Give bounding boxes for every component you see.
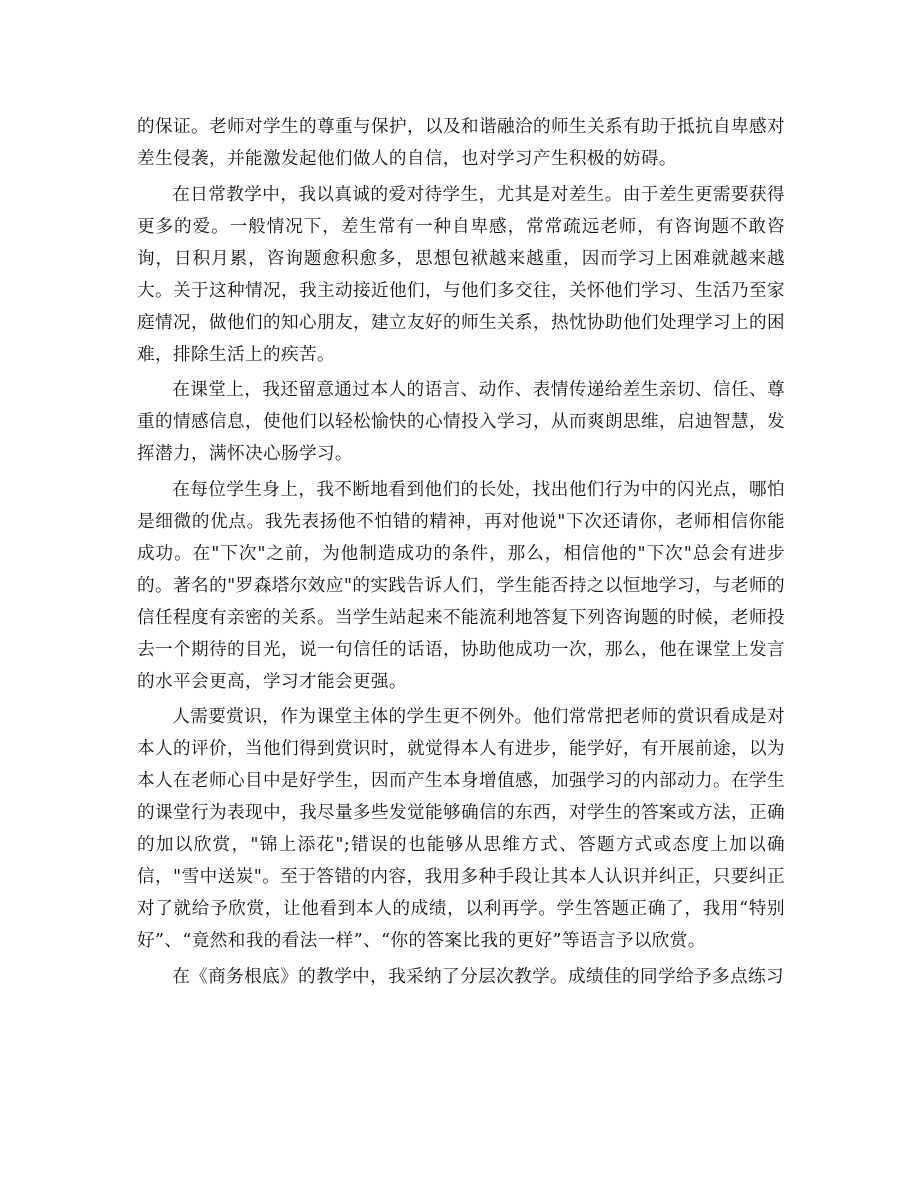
paragraph-2: 在日常教学中，我以真诚的爱对待学生，尤其是对差生。由于差生更需要获得更多的爱。一般情况下，差生常有一种自卑感，常常疏远老师，有咨询题不敢咨询，日积月累，咨询题愈积愈多，思想包袱越来越重，因而学习上困难就越来越大。关于这种情况，我主动接近他们，与他们多交往，关怀他们学习、生活乃至家庭情况，做他们的知心朋友，建立友好的师生关系，热忱协助他们处理学习上的困难，排除生活上的疾苦。 xyxy=(137,184,785,365)
paragraph-6: 在《商务根底》的教学中，我采纳了分层次教学。成绩佳的同学给予多点练习 xyxy=(172,966,784,987)
paragraph-4: 在每位学生身上，我不断地看到他们的长处，找出他们行为中的闪光点，哪怕是细微的优点。我先表扬他不怕错的精神，再对他说"下次还请你，老师相信你能成功。在"下次"之前，为他制造成功的条件，那么，相信他的"下次"总会有进步的。著名的"罗森塔尔效应"的实践告诉人们，学生能否持之以恒地学习，与老师的信任程度有亲密的关系。当学生站起来不能流利地答复下列咨询题的时候，老师投去一个期待的目光，说一句信任的话语，协助他成功一次，那么，他在课堂上发言的水平会更高，学习才能会更强。 xyxy=(137,479,785,692)
paragraph-3: 在课堂上，我还留意通过本人的语言、动作、表情传递给差生亲切、信任、尊重的情感信息，使他们以轻松愉快的心情投入学习，从而爽朗思维，启迪智慧，发挥潜力，满怀决心肠学习。 xyxy=(137,380,785,464)
document-body xyxy=(137,111,785,996)
paragraph-1: 的保证。老师对学生的尊重与保护，以及和谐融洽的师生关系有助于抵抗自卑感对差生侵袭，并能激发起他们做人的自信，也对学习产生积极的妨碍。 xyxy=(137,117,785,169)
paragraph-5: 人需要赏识，作为课堂主体的学生更不例外。他们常常把老师的赏识看成是对本人的评价，当他们得到赏识时，就觉得本人有进步，能学好，有开展前途，以为本人在老师心目中是好学生，因而产生本身增值感，加强学习的内部动力。在学生的课堂行为表现中，我尽量多些发觉能够确信的东西，对学生的答案或方法，正确的加以欣赏，"锦上添花";错误的也能够从思维方式、答题方式或态度上加以确信，"雪中送炭"。至于答错的内容，我用多种手段让其本人认识并纠正，只要纠正对了就给予欣赏，让他看到本人的成绩，以利再学。学生答题正确了，我用“特别好”、“竟然和我的看法一样”、“你的答案比我的更好”等语言予以欣赏。 xyxy=(137,707,785,951)
